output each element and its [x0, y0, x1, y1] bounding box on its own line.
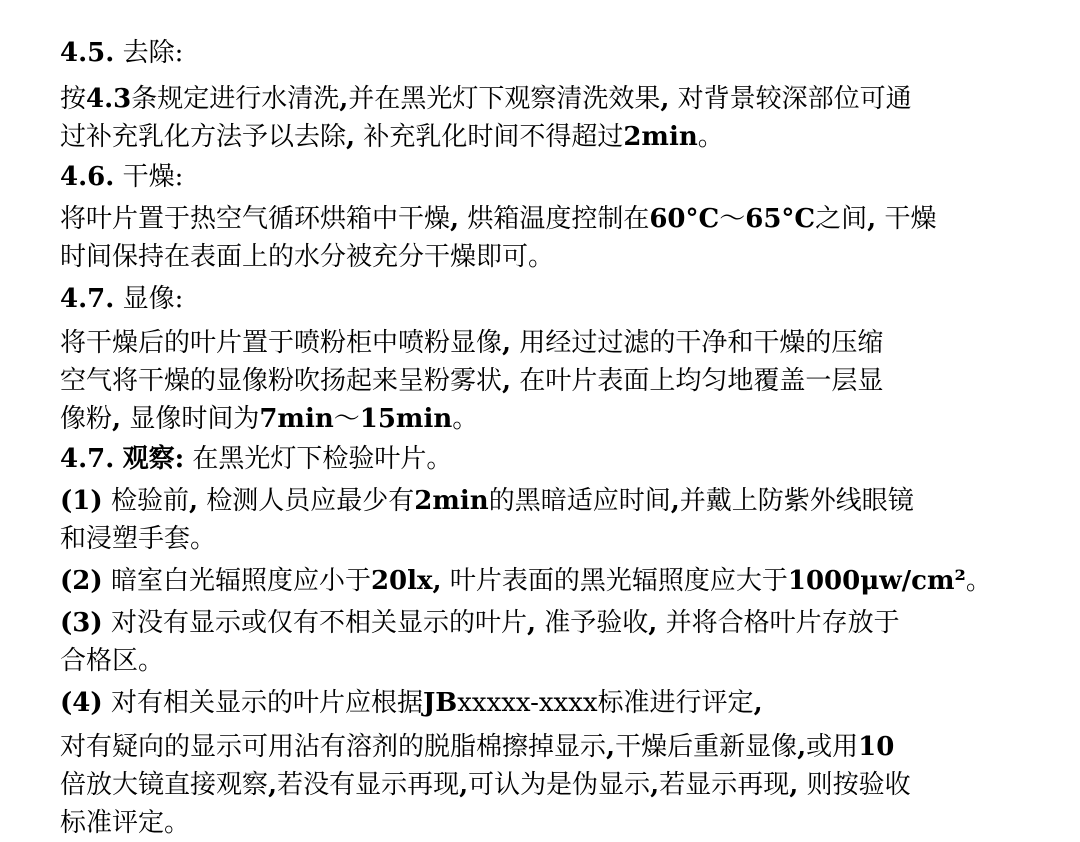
paragraph-line: 按4.3条规定进行水清洗,并在黑光灯下观察清洗效果, 对背景较深部位可通: [60, 84, 912, 114]
heading-text: 在黑光灯下检验叶片。: [184, 444, 453, 474]
heading-number: 4.6.: [60, 162, 115, 192]
paragraph-line: (3) 对没有显示或仅有不相关显示的叶片, 准予验收, 并将合格叶片存放于: [60, 608, 900, 638]
list-item-1: [60, 482, 1050, 558]
section-heading: [60, 158, 1050, 196]
heading-label: 去除:: [122, 38, 184, 68]
paragraph-line: (2) 暗室白光辐照度应小于20lx, 叶片表面的黑光辐照度应大于1000μw/cm²。: [60, 566, 992, 596]
heading-label: 干燥:: [122, 162, 184, 192]
heading-number: 4.7.: [60, 444, 115, 474]
paragraph-line: 和浸塑手套。: [60, 524, 217, 554]
list-item-2: [60, 562, 1050, 600]
paragraph-line: 倍放大镜直接观察,若没有显示再现,可认为是伪显示,若显示再现, 则按验收: [60, 770, 911, 800]
heading-number: 4.7.: [60, 284, 115, 314]
paragraph-line: 对有疑向的显示可用沾有溶剂的脱脂棉擦掉显示,干燥后重新显像,或用10: [60, 732, 895, 762]
section-4-7-development-body: [60, 324, 1050, 438]
item-number: (2): [60, 566, 103, 596]
section-4-7-observation: [60, 440, 1050, 478]
list-item-3: [60, 604, 1050, 680]
item-number: (4): [60, 688, 103, 718]
paragraph-line: 像粉, 显像时间为7min～15min。: [60, 404, 479, 434]
section-4-5: [60, 34, 1050, 72]
heading-label: 观察:: [122, 444, 185, 474]
item-number: (3): [60, 608, 103, 638]
section-heading: [60, 34, 1050, 72]
heading-label: 显像:: [122, 284, 184, 314]
section-4-7-development: [60, 280, 1050, 318]
paragraph-line: 合格区。: [60, 646, 165, 676]
section-heading: [60, 280, 1050, 318]
paragraph-line: (1) 检验前, 检测人员应最少有2min的黑暗适应时间,并戴上防紫外线眼镜: [60, 486, 914, 516]
final-paragraph: [60, 728, 1050, 842]
item-number: (1): [60, 486, 103, 516]
section-heading: [60, 440, 1050, 478]
paragraph-line: (4) 对有相关显示的叶片应根据JBxxxxx-xxxx标准进行评定,: [60, 688, 763, 718]
paragraph-line: 将叶片置于热空气循环烘箱中干燥, 烘箱温度控制在60°C～65°C之间, 干燥: [60, 204, 937, 234]
paragraph-line: 过补充乳化方法予以去除, 补充乳化时间不得超过2min。: [60, 122, 724, 152]
paragraph-line: 时间保持在表面上的水分被充分干燥即可。: [60, 242, 555, 272]
paragraph-line: 标准评定。: [60, 808, 191, 838]
section-4-6: [60, 158, 1050, 196]
heading-number: 4.5.: [60, 38, 115, 68]
paragraph-line: 空气将干燥的显像粉吹扬起来呈粉雾状, 在叶片表面上均匀地覆盖一层显: [60, 366, 884, 396]
list-item-4: [60, 684, 1050, 722]
section-4-5-body: [60, 80, 1050, 156]
paragraph-line: 将干燥后的叶片置于喷粉柜中喷粉显像, 用经过过滤的干净和干燥的压缩: [60, 328, 884, 358]
section-4-6-body: [60, 200, 1050, 276]
